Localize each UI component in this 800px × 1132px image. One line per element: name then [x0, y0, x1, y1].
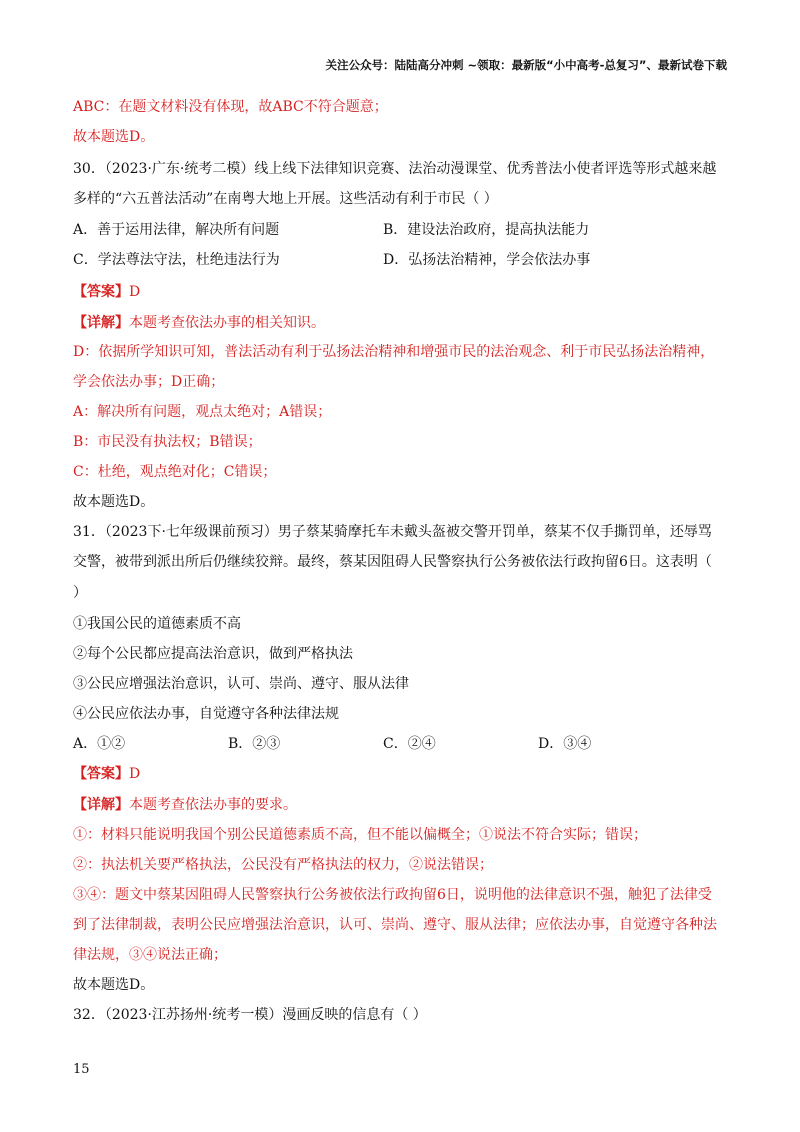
q31-item-2: ②每个公民都应提高法治意识，做到严格执法 [73, 646, 353, 662]
answer-tag: 【答案】 [73, 766, 129, 782]
q30-detail [73, 313, 325, 333]
page-header: 关注公众号：陆陆高分冲刺 ~领取：最新版“小中高考-总复习”、最新试卷下载 [325, 58, 727, 72]
q30-explanation-d-cont: 学会依法办事；D正确； [73, 374, 225, 390]
q31-option-b: B．②③ [228, 736, 281, 752]
q31-explanation-2: ②：执法机关要严格执法，公民没有严格执法的权力，②说法错误； [73, 857, 493, 873]
q31-option-d: D．③④ [538, 736, 592, 752]
q32-stem: 32．（2023·江苏扬州·统考一模）漫画反映的信息有（ ） [73, 1007, 427, 1023]
q31-explanation-34-cont2: 律法规，③④说法正确； [73, 947, 227, 963]
q31-option-a: A．①② [73, 736, 126, 752]
answer-value: D [129, 284, 141, 300]
q31-conclusion: 故本题选D。 [73, 977, 155, 993]
detail-text: 本题考查依法办事的相关知识。 [129, 315, 325, 331]
q31-item-4: ④公民应依法办事，自觉遵守各种法律法规 [73, 706, 339, 722]
detail-tag: 【详解】 [73, 315, 129, 331]
q30-stem-line1: 30．（2023·广东·统考二模）线上线下法律知识竞赛、法治动漫课堂、优秀普法小使者评选等形式越来越 [73, 161, 717, 177]
q30-stem-line2: 多样的“六五普法活动”在南粤大地上开展。这些活动有利于市民（ ） [73, 191, 498, 207]
q31-stem-line2: 交警，被带到派出所后仍继续狡辩。最终，蔡某因阻碍人民警察执行公务被依法行政拘留6日。这表明（ [73, 554, 712, 570]
q30-answer [73, 282, 140, 302]
q30-explanation-a: A：解决所有问题，观点太绝对；A错误； [73, 404, 332, 420]
prev-explanation: ABC：在题文材料没有体现，故ABC不符合题意； [73, 99, 388, 115]
q31-option-c: C．②④ [383, 736, 436, 752]
answer-value: D [129, 766, 141, 782]
q31-explanation-34-cont1: 到了法律制裁，表明公民应增强法治意识，认可、崇尚、遵守、服从法律；应依法办事，自觉遵守各种法 [73, 917, 717, 933]
q31-item-1: ①我国公民的道德素质不高 [73, 616, 241, 632]
q31-stem-line1: 31．（2023下·七年级课前预习）男子蔡某骑摩托车未戴头盔被交警开罚单，蔡某不仅手撕罚单，还辱骂 [73, 524, 712, 540]
q31-answer [73, 764, 140, 784]
q31-explanation-1: ①：材料只能说明我国个别公民道德素质不高，但不能以偏概全；①说法不符合实际；错误； [73, 827, 647, 843]
q30-conclusion: 故本题选D。 [73, 494, 155, 510]
detail-tag: 【详解】 [73, 797, 129, 813]
page-number: 15 [73, 1062, 90, 1077]
q31-detail [73, 795, 297, 815]
q31-item-3: ③公民应增强法治意识，认可、崇尚、遵守、服从法律 [73, 676, 409, 692]
answer-tag: 【答案】 [73, 284, 129, 300]
q31-explanation-34: ③④：题文中蔡某因阻碍人民警察执行公务被依法行政拘留6日，说明他的法律意识不强，触犯了法律受 [73, 887, 712, 903]
q30-option-a: A．善于运用法律，解决所有问题 [73, 222, 280, 238]
detail-text: 本题考查依法办事的要求。 [129, 797, 297, 813]
q30-option-b: B．建设法治政府，提高执法能力 [383, 222, 590, 238]
q30-option-d: D．弘扬法治精神，学会依法办事 [383, 252, 591, 268]
q30-option-c: C．学法尊法守法，杜绝违法行为 [73, 252, 280, 268]
q30-explanation-d: D：依据所学知识可知，普法活动有利于弘扬法治精神和增强市民的法治观念、利于市民弘扬法治精神， [73, 344, 715, 360]
q31-stem-line3: ） [73, 585, 87, 601]
prev-conclusion: 故本题选D。 [73, 129, 155, 145]
q30-explanation-b: B：市民没有执法权；B错误； [73, 434, 262, 450]
q30-explanation-c: C：杜绝，观点绝对化；C错误； [73, 464, 277, 480]
